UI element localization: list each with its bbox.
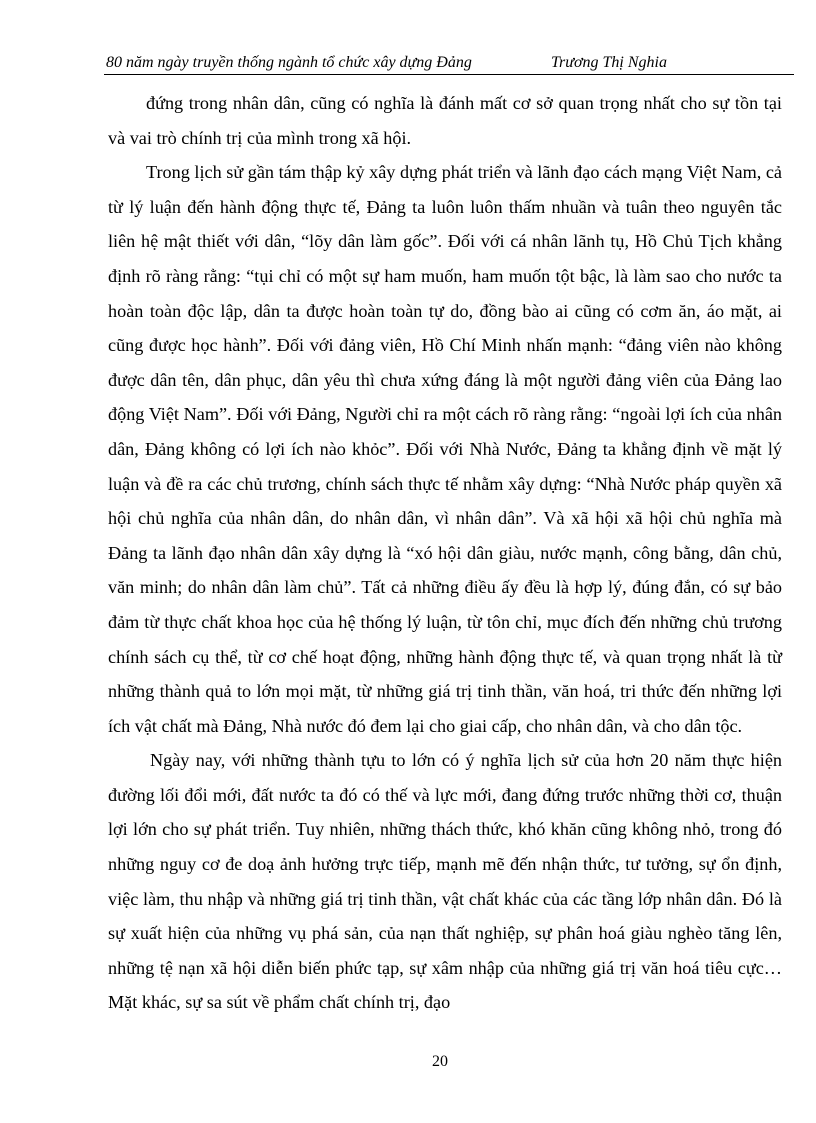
- header-title: 80 năm ngày truyền thống ngành tổ chức xây dựng Đảng: [106, 54, 472, 71]
- header-author: Trương Thị Nghia: [551, 54, 667, 71]
- running-header: [104, 52, 794, 74]
- paragraph-today: Ngày nay, với những thành tựu to lớn có ý nghĩa lịch sử của hơn 20 năm thực hiện đường lối đổi mới, đất nước ta đó có thế và lực mới, đang đứng trước những thời cơ, thuận lợi lớn cho sự phát triển. Tuy nhiên, những thách thức, khó khăn cũng không nhỏ, trong đó những nguy cơ đe doạ ảnh hưởng trực tiếp, mạnh mẽ đến nhận thức, tư tưởng, sự ổn định, việc làm, thu nhập và những giá trị tinh thần, vật chất khác của các tầng lớp nhân dân. Đó là sự xuất hiện của những vụ phá sản, của nạn thất nghiệp, sự phân hoá giàu nghèo tăng lên, những tệ nạn xã hội diễn biến phức tạp, sự xâm nhập của những giá trị văn hoá tiêu cực… Mặt khác, sự sa sút về phẩm chất chính trị, đạo: [108, 750, 782, 1013]
- body-text: [108, 86, 782, 1020]
- paragraph-continuation: đứng trong nhân dân, cũng có nghĩa là đánh mất cơ sở quan trọng nhất cho sự tồn tại và vai trò chính trị của mình trong xã hội.: [108, 93, 782, 148]
- paragraph-history: Trong lịch sử gần tám thập kỷ xây dựng phát triển và lãnh đạo cách mạng Việt Nam, cả từ lý luận đến hành động thực tế, Đảng ta luôn luôn thấm nhuần và tuân theo nguyên tắc liên hệ mật thiết với dân, “lõy dân làm gốc”. Đối với cá nhân lãnh tụ, Hồ Chủ Tịch khẳng định rõ ràng rằng: “tụi chỉ có một sự ham muốn, ham muốn tột bậc, là làm sao cho nước ta hoàn toàn độc lập, dân ta được hoàn toàn tự do, đồng bào ai cũng có cơm ăn, áo mặt, ai cũng được học hành”. Đối với đảng viên, Hồ Chí Minh nhấn mạnh: “đảng viên nào không được dân tên, dân phục, dân yêu thì chưa xứng đáng là một người đảng viên của Đảng lao động Việt Nam”. Đối với Đảng, Người chỉ ra một cách rõ ràng rằng: “ngoài lợi ích của nhân dân, Đảng không có lợi ích nào khỏc”. Đối với Nhà Nước, Đảng ta khẳng định về mặt lý luận và đề ra các chủ trương, chính sách thực tế nhằm xây dựng: “Nhà Nước pháp quyền xã hội chủ nghĩa của nhân dân, do nhân dân, vì nhân dân”. Và xã hội xã hội chủ nghĩa mà Đảng ta lãnh đạo nhân dân xây dựng là “xó hội dân giàu, nước mạnh, công bằng, dân chủ, văn minh; do nhân dân làm chủ”. Tất cả những điều ấy đều là hợp lý, đúng đắn, có sự bảo đảm từ thực chất khoa học của hệ thống lý luận, từ tôn chỉ, mục đích đến những chủ trương chính sách cụ thể, từ cơ chế hoạt động, những hành động thực tế, và quan trọng nhất là từ những thành quả to lớn mọi mặt, từ những giá trị tinh thần, văn hoá, tri thức đến những lợi ích vật chất mà Đảng, Nhà nước đó đem lại cho giai cấp, cho nhân dân, và cho dân tộc.: [108, 162, 782, 736]
- header-divider: [104, 74, 794, 75]
- page-number: 20: [432, 1053, 448, 1070]
